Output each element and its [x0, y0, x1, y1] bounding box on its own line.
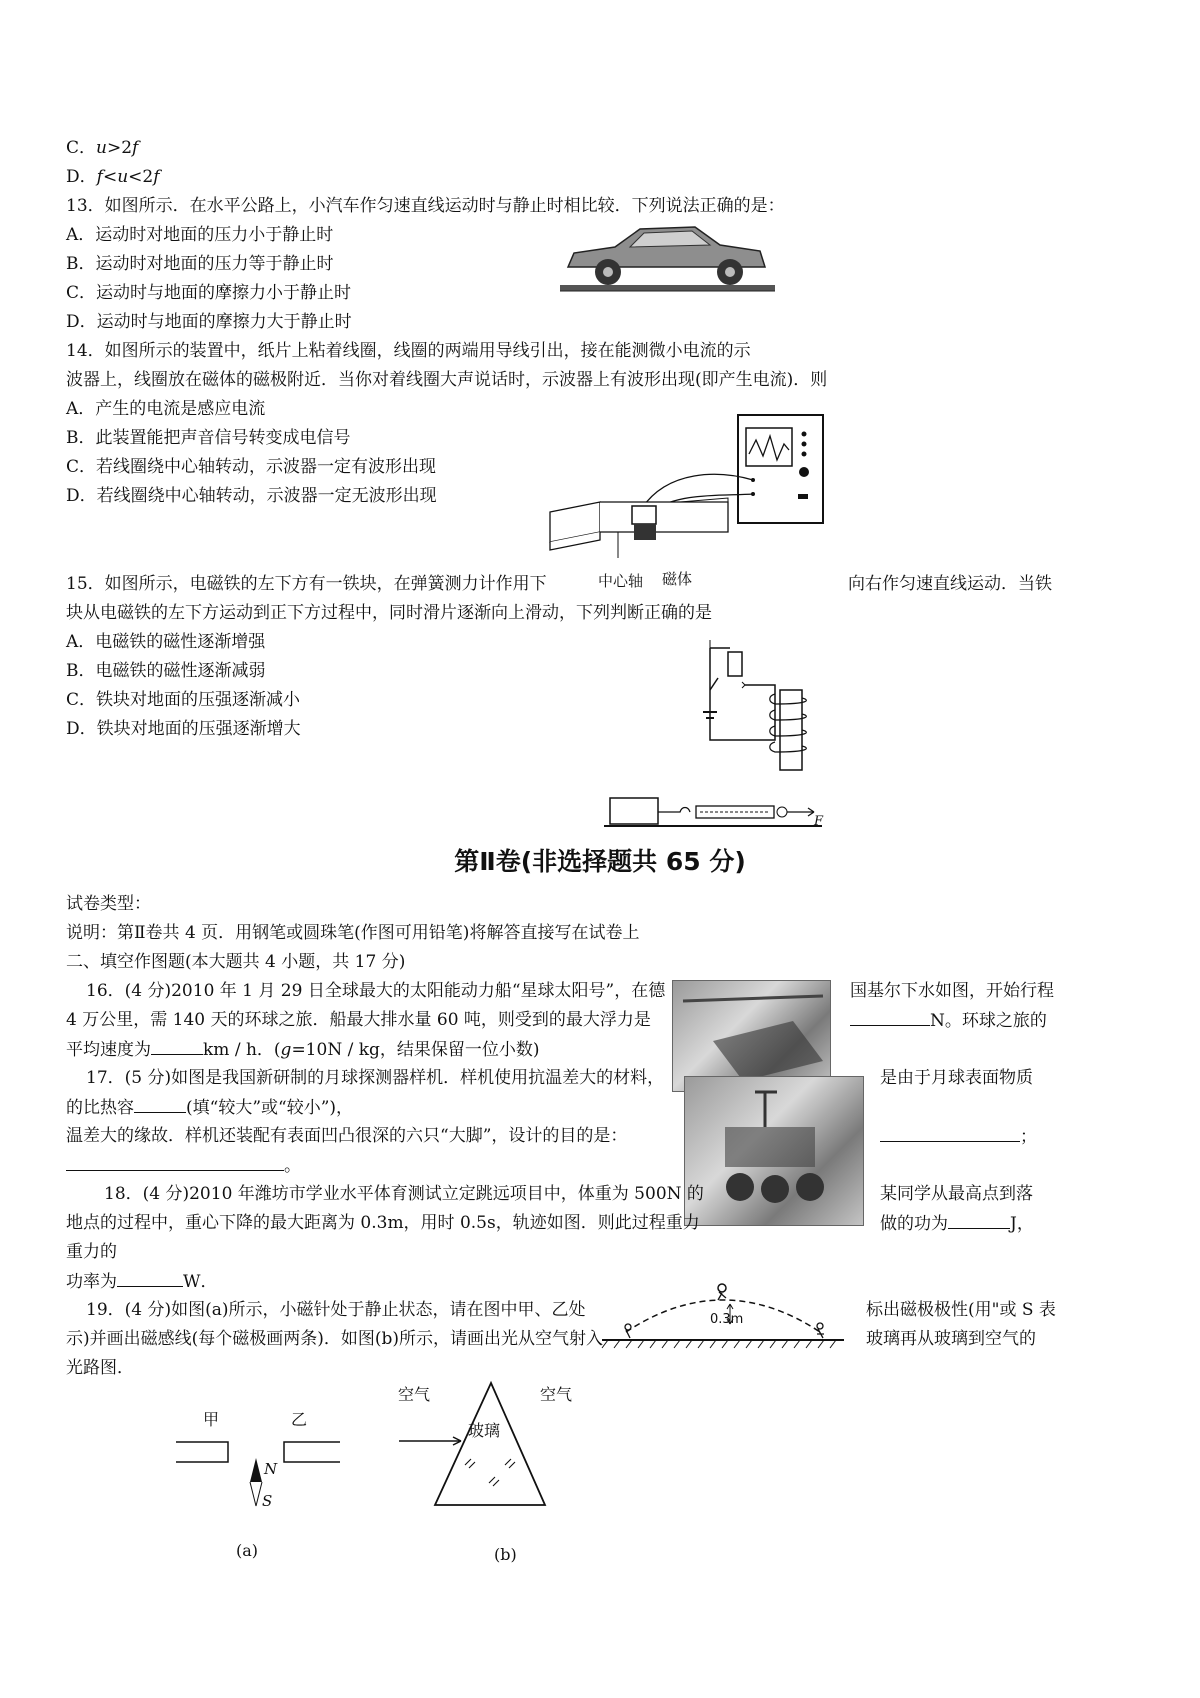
q16-line-3: 平均速度为 km / h．(g=10N / kg，结果保留一位小数) [66, 1040, 540, 1060]
fig-b-glass-label: 玻璃 [468, 1421, 501, 1440]
oscilloscope-figure [548, 410, 828, 565]
q16-line-2a: 4 万公里，需 140 天的环球之旅．船最大排水量 60 吨，则受到的最大浮力是 [66, 1010, 651, 1030]
fig-a-caption: (a) [236, 1541, 259, 1560]
lunar-rover-photo [684, 1076, 864, 1226]
magnet-jia [176, 1442, 228, 1462]
q18-line-3: 重力的 [66, 1242, 117, 1262]
fig-a-label-yi: 乙 [291, 1410, 308, 1429]
fig-a-label-s: S [262, 1492, 273, 1510]
coil [632, 506, 656, 524]
q15-option-a: A．电磁铁的磁性逐渐增强 [66, 632, 266, 652]
q18-line-1a: 18．(4 分)2010 年潍坊市学业水平体育测试立定跳远项目中，体重为 500N 的 [104, 1184, 704, 1204]
q17-heat-capacity-blank[interactable] [134, 1096, 186, 1113]
q14-stem-1: 14．如图所示的装置中，纸片上粘着线圈，线圈的两端用导线引出，接在能测微小电流的示 [66, 341, 751, 361]
magnet-block [634, 524, 656, 540]
q13-option-c: C．运动时与地面的摩擦力小于静止时 [66, 283, 352, 303]
q18-power-blank[interactable] [117, 1270, 183, 1287]
q14-option-d: D．若线圈绕中心轴转动，示波器一定无波形出现 [66, 486, 437, 506]
q15-stem-1b: 向右作匀速直线运动．当铁 [848, 574, 1052, 594]
q14-stem-2: 波器上，线圈放在磁体的磁极附近．当你对着线圈大声说话时，示波器上有波形出现(即产生电流)．则 [66, 370, 828, 390]
magnet-yi [284, 1442, 340, 1462]
q19-line-2a: 示)并画出磁感线(每个磁极画两条)．如图(b)所示，请画出光从空气射入 [66, 1329, 604, 1349]
q18-line-4: 功率为 W． [66, 1272, 218, 1292]
switch [710, 678, 718, 690]
fig-a-label-jia: 甲 [203, 1410, 220, 1429]
q17-line-3b: ； [880, 1125, 1037, 1148]
fig-label-force: F [814, 814, 824, 829]
fig-label-magnet: 磁体 [662, 570, 693, 588]
jumper-landing [817, 1323, 823, 1329]
q16-line-2b: N。环球之旅的 [850, 1009, 1047, 1032]
q17-line-4: 。 [66, 1154, 301, 1177]
q19-line-1b: 标出磁极极性(用"或 S 表 [866, 1300, 1056, 1320]
q17-purpose-blank-1[interactable] [880, 1125, 1020, 1142]
q17-line-2: 的比热容 (填“较大”或“较小”)， [66, 1098, 354, 1118]
q18-work-blank[interactable] [948, 1212, 1010, 1229]
q14-option-a: A．产生的电流是感应电流 [66, 399, 266, 419]
road [560, 285, 775, 291]
q18-line-2b: 做的功为 J， [880, 1214, 1034, 1234]
q14-option-b: B．此装置能把声音信号转变成电信号 [66, 428, 351, 448]
q13-stem: 13．如图所示．在水平公路上，小汽车作匀速直线运动时与静止时相比较．下列说法正确的是： [66, 196, 785, 216]
car-figure [560, 215, 775, 300]
fig-label-center-axis: 中心轴 [598, 572, 644, 590]
q15-option-b: B．电磁铁的磁性逐渐减弱 [66, 661, 266, 681]
q15-option-c: C．铁块对地面的压强逐渐减小 [66, 690, 301, 710]
electromagnet-circuit-figure [600, 630, 830, 835]
q18-line-2a: 地点的过程中，重心下降的最大距离为 0.3m，用时 0.5s，轨迹如图．则此过程重力 [66, 1213, 700, 1233]
q19-line-2b: 玻璃再从玻璃到空气的 [866, 1329, 1036, 1349]
q17-purpose-blank-2[interactable] [66, 1154, 284, 1171]
q17-line-1b: 是由于月球表面物质 [880, 1068, 1033, 1088]
q14-option-c: C．若线圈绕中心轴转动，示波器一定有波形出现 [66, 457, 437, 477]
q16-line-1b: 国基尔下水如图，开始行程 [850, 981, 1054, 1001]
q13-option-d: D．运动时与地面的摩擦力大于静止时 [66, 312, 352, 332]
fig-b-air-left: 空气 [398, 1385, 431, 1404]
fig-a-label-n: N [264, 1460, 278, 1478]
q17-line-3a: 温差大的缘故．样机还装配有表面凹凸很深的六只“大脚”，设计的目的是： [66, 1126, 628, 1146]
instructions: 说明：第Ⅱ卷共 4 页．用钢笔或圆珠笔(作图可用铅笔)将解答直接写在试卷上 [66, 923, 640, 943]
compass-needle-south [250, 1482, 262, 1506]
fig-b-air-right: 空气 [540, 1385, 573, 1404]
q19-line-3: 光路图． [66, 1358, 134, 1378]
electromagnet-core [780, 690, 802, 770]
jumper-top [718, 1284, 726, 1292]
q12-option-c: C．u>2f [66, 138, 139, 158]
paper-type: 试卷类型： [66, 894, 151, 914]
magnet-figure-a [170, 1420, 350, 1540]
compass-needle-north [250, 1458, 262, 1482]
q18-line-1b: 某同学从最高点到落 [880, 1184, 1033, 1204]
jumper-start [625, 1324, 631, 1330]
iron-block [610, 798, 658, 824]
q16-speed-answer-blank[interactable] [151, 1038, 203, 1055]
fig-b-caption: (b) [494, 1545, 517, 1564]
q19-line-1a: 19．(4 分)如图(a)所示，小磁针处于静止状态，请在图中甲、乙处 [86, 1300, 586, 1320]
q16-line-1a: 16．(4 分)2010 年 1 月 29 日全球最大的太阳能动力船“星球太阳号”，在德 [86, 981, 666, 1001]
glass-prism [435, 1383, 545, 1505]
q17-line-1a: 17．(5 分)如图是我国新研制的月球探测器样机．样机使用抗温差大的材料， [86, 1068, 665, 1088]
q13-option-b: B．运动时对地面的压力等于静止时 [66, 254, 334, 274]
q15-stem-2: 块从电磁铁的左下方运动到正下方过程中，同时滑片逐渐向上滑动，下列判断正确的是 [66, 603, 712, 623]
q16-buoyancy-answer-blank[interactable] [850, 1009, 930, 1026]
q13-option-a: A．运动时对地面的压力小于静止时 [66, 225, 334, 245]
section-title: 第Ⅱ卷(非选择题共 65 分) [454, 847, 746, 876]
q12-option-d: D．f<u<2f [66, 167, 160, 187]
q15-option-d: D．铁块对地面的压强逐渐增大 [66, 719, 301, 739]
section-heading: 二、填空作图题(本大题共 4 小题，共 17 分) [66, 952, 406, 972]
q15-stem-1a: 15．如图所示，电磁铁的左下方有一铁块，在弹簧测力计作用下 [66, 574, 547, 594]
fig-label-height: 0.3m [710, 1312, 744, 1327]
rheostat [728, 652, 742, 676]
